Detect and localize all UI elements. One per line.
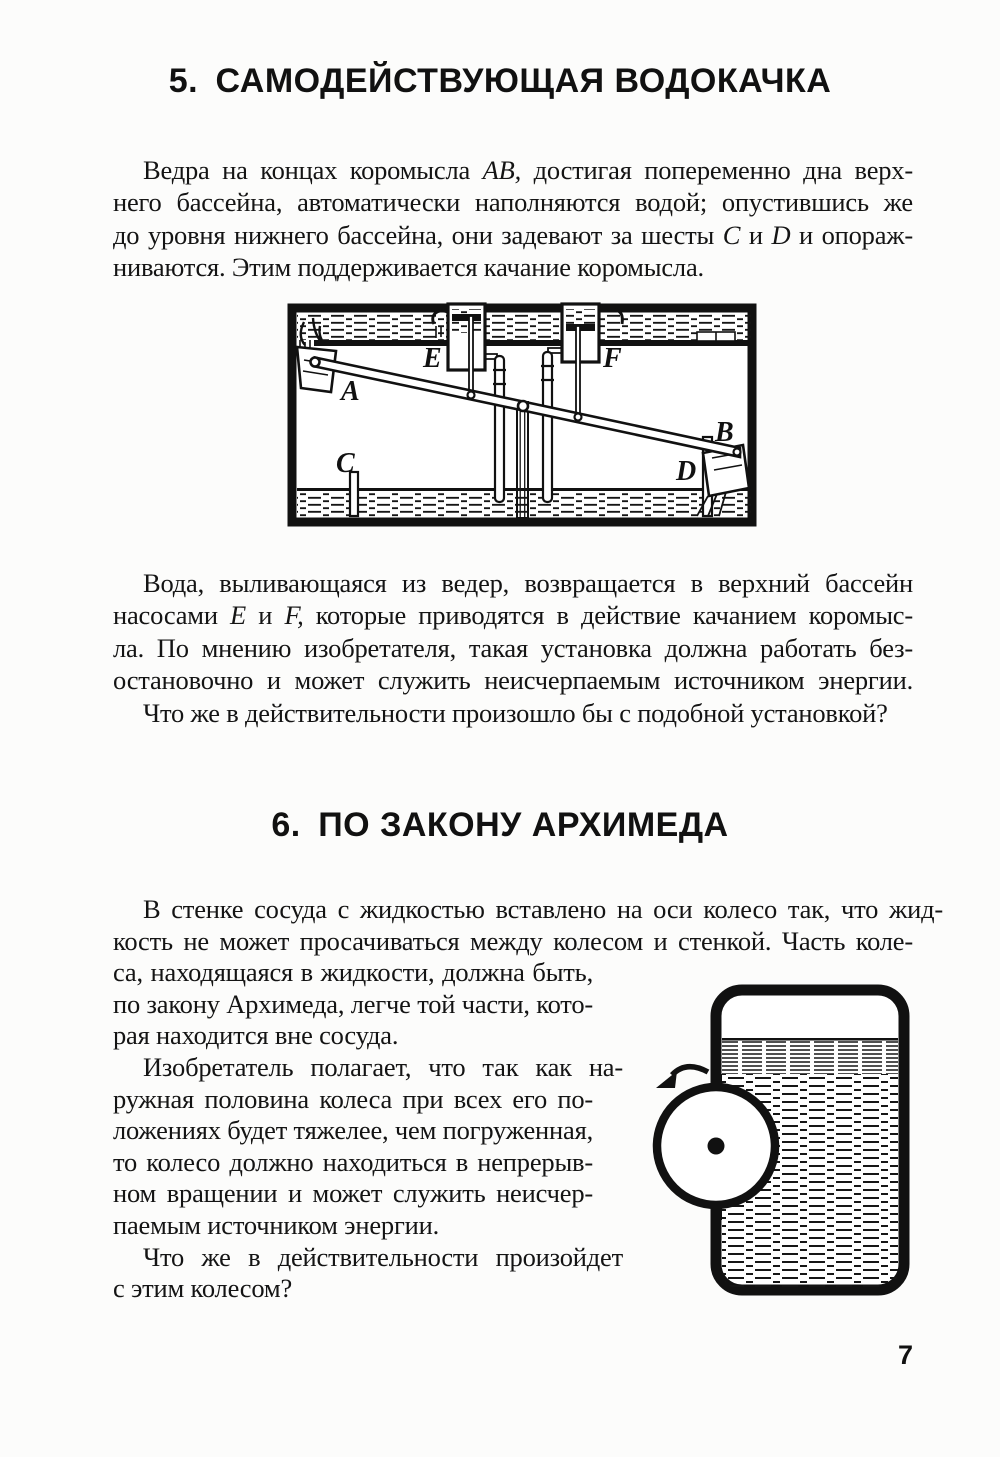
section6-heading: 6. ПО ЗАКОНУ АРХИМЕДА bbox=[271, 806, 729, 844]
text-line bbox=[113, 599, 913, 631]
text-run: с этим колесом? bbox=[113, 1273, 293, 1304]
joint-e bbox=[468, 392, 475, 399]
text-line bbox=[113, 1210, 593, 1242]
label-b: B bbox=[715, 417, 734, 448]
variable-italic: F, bbox=[284, 600, 304, 631]
variable-italic: Е bbox=[230, 600, 247, 631]
text-line bbox=[113, 186, 913, 218]
text-run: ниваются. Этим поддерживается качание коромысла. bbox=[113, 252, 704, 283]
label-e: E bbox=[423, 343, 442, 374]
text-line bbox=[113, 1273, 593, 1305]
text-line bbox=[113, 1084, 593, 1116]
rotation-arrow bbox=[672, 1067, 708, 1075]
text-run: ружная половина колеса при всех его по- bbox=[113, 1083, 593, 1114]
label-c: C bbox=[336, 448, 355, 479]
text-run: кость не может просачиваться между колесом и стенкой. Часть коле- bbox=[113, 925, 913, 956]
text-line bbox=[113, 989, 593, 1021]
pin-a bbox=[311, 358, 320, 367]
text-line bbox=[113, 957, 593, 989]
text-line bbox=[113, 1178, 593, 1210]
liquid-surface bbox=[722, 1038, 898, 1041]
variable-italic: D bbox=[771, 219, 791, 250]
text-run: и bbox=[740, 219, 772, 250]
pump-f-rod bbox=[576, 326, 580, 417]
section5-paragraph2 bbox=[113, 567, 913, 729]
label-d: D bbox=[676, 456, 697, 487]
text-run: него бассейна, автоматически наполняются водой; опустившись же bbox=[113, 187, 913, 218]
pipe-e bbox=[495, 356, 504, 502]
text-run: и bbox=[246, 600, 285, 631]
text-line bbox=[113, 1147, 593, 1179]
text-line bbox=[113, 1052, 623, 1084]
wheel-figure bbox=[646, 980, 911, 1307]
page-number: 7 bbox=[897, 1340, 913, 1370]
text-run: Ведра на концах коромысла bbox=[143, 155, 483, 185]
text-run: которые приводятся в действие качанием коромыс- bbox=[303, 600, 913, 631]
text-line bbox=[113, 154, 913, 186]
text-line bbox=[113, 697, 913, 729]
upper-basin-floor bbox=[314, 340, 751, 346]
text-line bbox=[113, 1115, 593, 1147]
text-run: рая находится вне сосуда. bbox=[113, 1020, 399, 1051]
text-run: Изобретатель полагает, что так как на- bbox=[143, 1051, 623, 1082]
text-run: Вода, выливающаяся из ведер, возвращается в верхний бассейн bbox=[143, 568, 913, 598]
variable-italic: АВ, bbox=[482, 155, 522, 185]
wall-nub-top bbox=[711, 1074, 722, 1089]
wheel-axle bbox=[708, 1138, 725, 1155]
label-a: A bbox=[341, 376, 360, 407]
text-run: В стенке сосуда с жидкостью вставлено на оси колесо так, что жид- bbox=[143, 894, 943, 924]
wheel-drawing bbox=[646, 980, 911, 1302]
text-run: ном вращении и может служить неисчер- bbox=[113, 1178, 593, 1209]
text-line bbox=[113, 894, 943, 926]
text-run: достигая попеременно дна верх- bbox=[521, 155, 913, 185]
text-line bbox=[113, 664, 913, 696]
text-run: ложениях будет тяжелее, чем погруженная, bbox=[113, 1115, 593, 1146]
section5-paragraph1 bbox=[113, 154, 913, 284]
waterpump-figure bbox=[284, 300, 760, 535]
pipe-f bbox=[543, 352, 552, 502]
text-run: до уровня нижнего бассейна, они задевают за шесты bbox=[113, 219, 723, 250]
rotation-arrow-head bbox=[656, 1071, 677, 1088]
text-run: Что же в действительности произошло бы с подобной установкой? bbox=[143, 697, 888, 728]
text-run: остановочно и может служить неисчерпаемым источником энергии. bbox=[113, 665, 913, 696]
text-line bbox=[113, 926, 913, 958]
text-run: то колесо должно находиться в непрерыв- bbox=[113, 1146, 593, 1177]
pivot-column bbox=[517, 402, 528, 518]
text-run: насосами bbox=[113, 600, 231, 631]
text-line bbox=[113, 567, 913, 599]
upper-basin-water bbox=[297, 314, 751, 340]
section5-heading: 5. САМОДЕЙСТВУЮЩАЯ ВОДОКАЧКА bbox=[168, 62, 832, 100]
text-line bbox=[113, 219, 913, 251]
variable-italic: С bbox=[722, 219, 741, 250]
waterpump-drawing bbox=[284, 300, 760, 530]
pump-e-piston bbox=[452, 314, 481, 321]
text-run: ла. По мнению изобретателя, такая установка должна работать без- bbox=[113, 632, 913, 663]
text-line bbox=[113, 1020, 593, 1052]
pin-b bbox=[734, 449, 741, 456]
wall-nub-bottom bbox=[711, 1203, 722, 1220]
text-line bbox=[113, 251, 913, 283]
text-run: по закону Архимеда, легче той части, кото- bbox=[113, 988, 593, 1019]
label-f: F bbox=[603, 343, 622, 374]
liquid-dense-hatch bbox=[722, 1041, 898, 1074]
beam-pivot bbox=[518, 401, 528, 411]
text-run: и опораж- bbox=[790, 219, 913, 250]
text-line bbox=[113, 632, 913, 664]
text-line bbox=[113, 1242, 623, 1274]
joint-f bbox=[575, 414, 582, 421]
pump-e-rod bbox=[469, 316, 473, 395]
text-run: са, находящаяся в жидкости, должна быть, bbox=[113, 957, 593, 988]
text-run: Что же в действительности произойдет bbox=[143, 1241, 623, 1272]
text-run: паемым источником энергии. bbox=[113, 1209, 439, 1240]
